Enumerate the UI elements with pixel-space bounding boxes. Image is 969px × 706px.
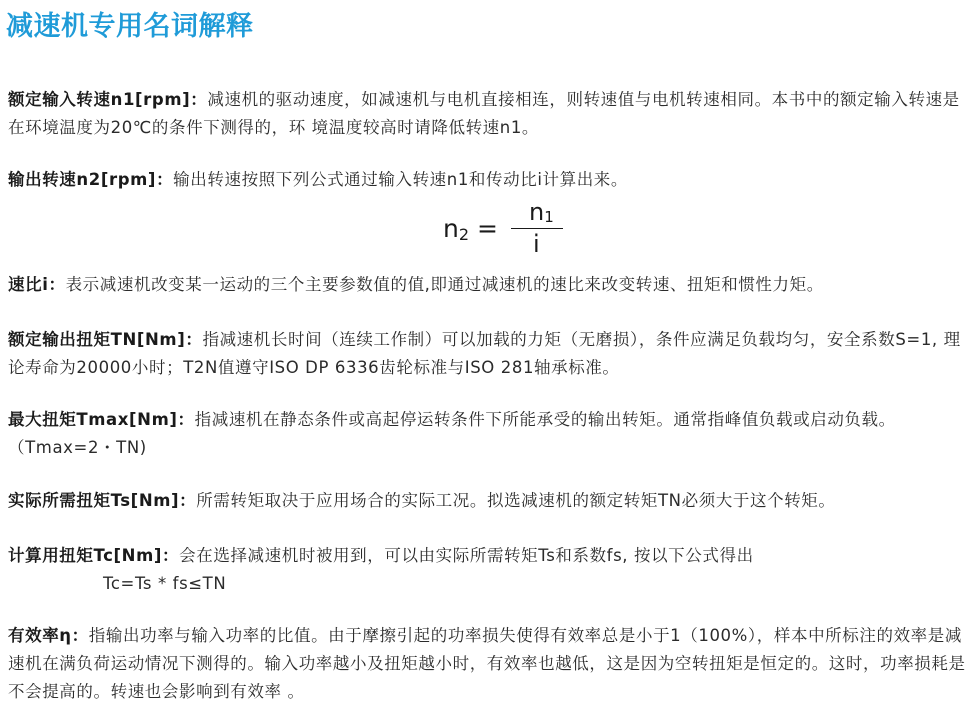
entry-term: 额定输入转速n1[rpm]	[8, 90, 191, 109]
entry-term: 速比i	[8, 275, 49, 294]
entry-separator: ：	[190, 90, 208, 109]
entry-term: 额定输出扭矩TN[Nm]	[8, 330, 186, 349]
entry-text: 指输出功率与输入功率的比值。由于摩擦引起的功率损失使得有效率总是小于1（100%），样本中所标注的效率是减速机在满负荷运动情况下测得的。输入功率越小及扭矩越小时，有效率也越低，这是因为空转扭矩是恒定的。这时，功率损耗是不会提高的。转速也会影响到有效率 。	[8, 626, 966, 701]
entry-text: 会在选择减速机时被用到，可以由实际所需转矩Ts和系数fs, 按以下公式得出	[179, 546, 754, 565]
entry-term: 实际所需扭矩Ts[Nm]	[8, 491, 180, 510]
entry-separator: ：	[48, 275, 66, 294]
entry-separator: ：	[71, 626, 89, 645]
formula-numerator-subscript: 1	[544, 208, 554, 226]
entry-text: 减速机的驱动速度，如减速机与电机直接相连，则转速值与电机转速相同。本书中的额定输入转速是在环境温度为20℃的条件下测得的，环 境温度较高时请降低转速n1。	[8, 90, 960, 137]
entry-text: 输出转速按照下列公式通过输入转速n1和传动比i计算出来。	[173, 170, 629, 189]
formula-lhs-symbol: n	[443, 214, 459, 243]
speed-ratio-formula	[443, 200, 573, 262]
entry-output-speed	[8, 166, 968, 194]
formula-equals: =	[477, 214, 498, 243]
entry-term: 输出转速n2[rpm]	[8, 170, 157, 189]
formula-fraction-bar	[511, 228, 563, 229]
formula-lhs	[443, 214, 498, 244]
formula-numerator	[529, 198, 554, 226]
entry-term: 计算用扭矩Tc[Nm]	[8, 546, 163, 565]
entry-separator: ：	[156, 170, 174, 189]
formula-numerator-symbol: n	[529, 198, 545, 226]
entry-rated-output-torque	[8, 326, 968, 382]
page-title: 减速机专用名词解释	[6, 11, 254, 42]
entry-calc-torque	[8, 542, 968, 570]
formula-denominator: i	[533, 230, 540, 258]
entry-term: 最大扭矩Tmax[Nm]	[8, 410, 178, 429]
entry-separator: ：	[162, 546, 180, 565]
entry-separator: ：	[179, 491, 197, 510]
tc-formula: Tc=Ts * fs≤TN	[103, 574, 227, 593]
entry-text: 所需转矩取决于应用场合的实际工况。拟选减速机的额定转矩TN必须大于这个转矩。	[196, 491, 836, 510]
entry-max-torque	[8, 406, 968, 462]
entry-separator: ：	[177, 410, 195, 429]
entry-separator: ：	[185, 330, 203, 349]
entry-required-torque	[8, 487, 968, 515]
entry-text: 指减速机长时间（连续工作制）可以加载的力矩（无磨损），条件应满足负载均匀，安全系数S=1, 理论寿命为20000小时；T2N值遵守ISO DP 6336齿轮标准与ISO 281轴承标准。	[8, 330, 961, 377]
formula-lhs-subscript: 2	[458, 225, 470, 244]
entry-text: 指减速机在静态条件或高起停运转条件下所能承受的输出转矩。通常指峰值负载或启动负载。（Tmax=2・TN)	[8, 410, 896, 457]
entry-term: 有效率η	[8, 626, 72, 645]
entry-rated-input-speed	[8, 86, 968, 142]
entry-efficiency	[8, 622, 968, 706]
entry-speed-ratio	[8, 271, 968, 299]
entry-text: 表示减速机改变某一运动的三个主要参数值的值,即通过减速机的速比来改变转速、扭矩和惯性力矩。	[65, 275, 824, 294]
